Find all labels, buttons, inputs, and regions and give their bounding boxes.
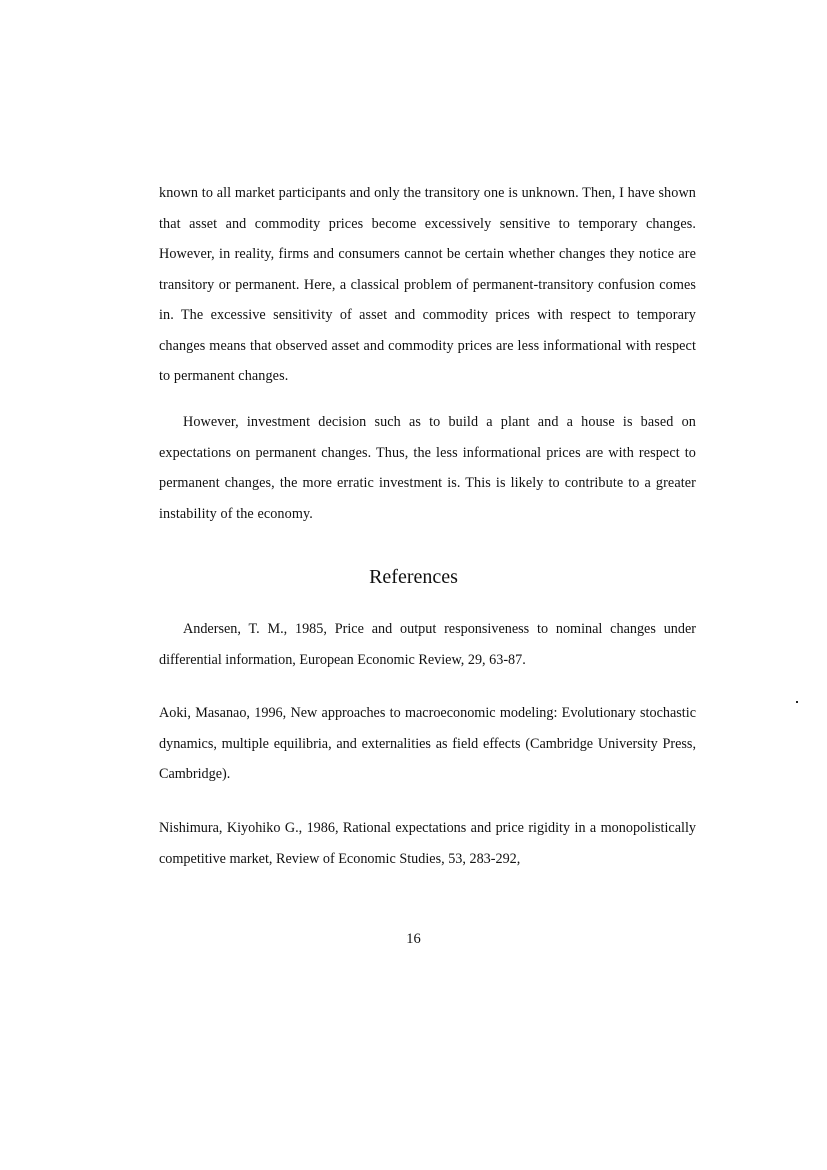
paragraph-investment-instability: However, investment decision such as to build a plant and a house is based on expectations on permanent changes. Thus, the less informational prices are with respect to permanent changes, the more erratic investment is. This is likely to contribute to a greater instability of the economy. [159,414,696,522]
paragraph-permanent-transitory-confusion: known to all market participants and only the transitory one is unknown. Then, I have shown that asset and commodity prices become excessively sensitive to temporary changes. However, in reality, firms and consumers cannot be certain whether changes they notice are transitory or permanent. Here, a classical problem of permanent-transitory confusion comes in. The excessive sensitivity of asset and commodity prices with respect to temporary changes means that observed asset and commodity prices are less informational with respect to permanent changes. [159,185,696,384]
reference-item: Aoki, Masanao, 1996, New approaches to macroeconomic modeling: Evolutionary stochastic dynamics, multiple equilibria, and externalities as field effects (Cambridge University Press, Cambridge). [159,705,696,782]
scan-speck-mark [796,701,798,703]
body-section-investment [159,407,696,529]
page-number: 16 [406,931,421,947]
reference-item: Andersen, T. M., 1985, Price and output responsiveness to nominal changes under differential information, European Economic Review, 29, 63-87. [159,621,696,668]
body-section [159,178,696,392]
reference-item: Nishimura, Kiyohiko G., 1986, Rational expectations and price rigidity in a monopolistically competitive market, Review of Economic Studies, 53, 283-292, [159,820,696,867]
references-heading: References [369,566,458,588]
